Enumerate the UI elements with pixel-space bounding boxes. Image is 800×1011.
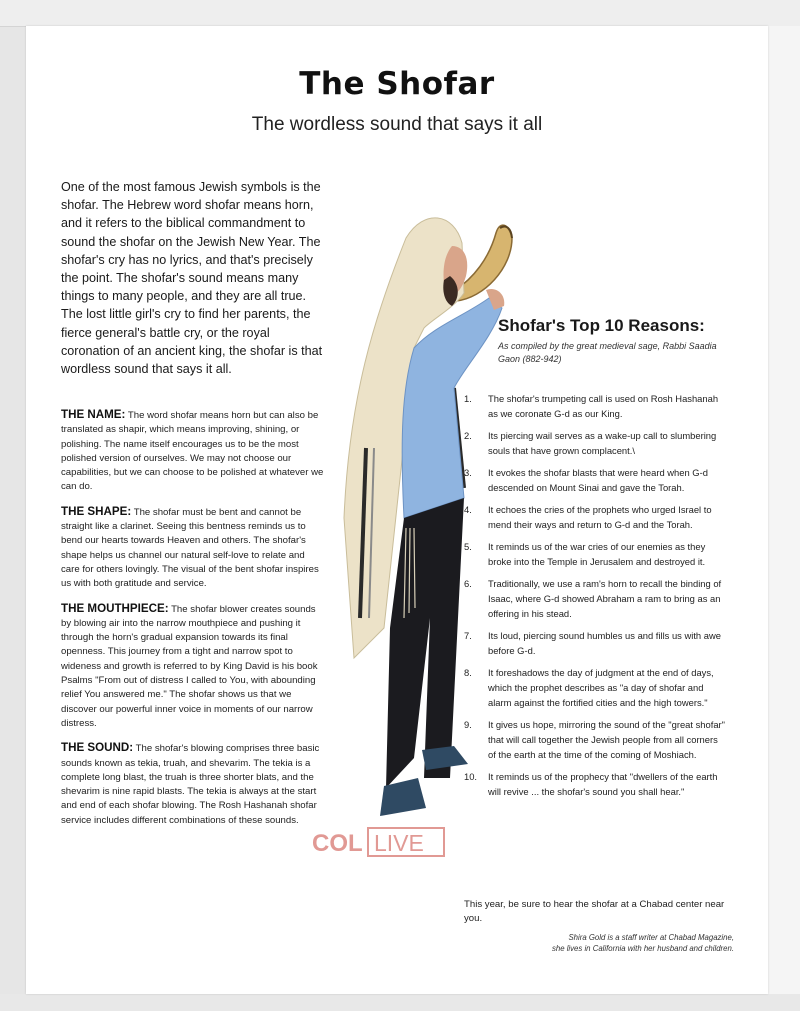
list-item [464,770,726,800]
section-name [61,408,326,495]
section-heading: THE NAME: [61,408,126,421]
item-text: It gives us hope, mirroring the sound of the "great shofar" that will call together the Jewish people from all corners of the earth at the time of the coming of Moshiach. [488,719,725,760]
sections-column [61,408,326,838]
item-text: Traditionally, we use a ram's horn to recall the binding of Isaac, where G-d showed Abraham a ram to bring as an offering in his stead. [488,578,722,620]
list-item [464,629,726,659]
page-title: The Shofar [299,66,495,102]
section-sound [61,741,326,828]
item-number: 4. [464,504,472,516]
item-number: 5. [464,541,472,553]
item-number: 8. [464,667,472,679]
viewer-right-margin [768,26,800,994]
section-heading: THE SOUND: [61,741,134,755]
collive-watermark [308,825,446,859]
item-number: 6. [464,578,472,590]
item-number: 1. [464,393,472,404]
section-shape [61,505,326,592]
item-number: 9. [464,719,472,731]
item-text: It foreshadows the day of judgment at the end of days, which the prophet describes as "a day of shofar and alarm against the fortified cities and the high towers." [488,667,714,709]
section-heading: THE MOUTHPIECE: [61,601,169,615]
list-item [464,429,726,459]
page-subtitle: The wordless sound that says it all [251,114,543,135]
section-heading: THE SHAPE: [61,504,132,518]
shoe [422,746,468,770]
item-number: 2. [464,430,472,442]
section-mouthpiece [61,602,326,732]
section-text: The shofar must be bent and cannot be straight like a clarinet. Seeing this bentness reminds us to bend our hearts towards Heaven and others. The shofar's shape helps us channel our natural self-love to relate and care for others lovingly. The visual of the bent shofar inspires us with both gratitude and service. [61,506,319,590]
credit-line: Shira Gold is a staff writer at Chabad Magazine, [568,933,734,942]
item-text: It reminds us of the prophecy that "dwellers of the earth will revive ... the shofar's sound you shall hear." [488,771,718,798]
section-text: The word shofar means horn but can also be translated as shapir, which means improving, shining, or polishing. The name itself encourages us to be the most polished version of ourselves. We may not choose our capabilities, but we can choose to be polished at whatever we can do. [61,410,324,493]
viewer-bottom-bar [0,994,800,1011]
section-text: The shofar's blowing comprises three basic sounds known as tekia, truah, and shevarim. The tekia is a complete long blast, the truah is three shorter blats, and the shevarim is nine rapid blasts. The tekia is always at the start and end of each shofar blowing. The Rosh Hashanah shofar service includes different combinations of these sounds. [61,743,320,826]
item-number: 3. [464,467,472,479]
reasons-title: Shofar's Top 10 Reasons: [498,316,705,335]
list-item [464,666,726,710]
viewer-top-bar [0,0,800,27]
item-text: The shofar's trumpeting call is used on Rosh Hashanah as we coronate G-d as our King. [488,393,719,419]
author-credit [456,932,734,954]
watermark-live: LIVE [374,830,424,856]
item-text: It echoes the cries of the prophets who urged Israel to mend their ways and return to G-d and the Torah. [488,504,712,531]
list-item [464,577,726,621]
list-item [464,466,726,496]
pants [386,498,464,788]
item-text: It reminds us of the war cries of our enemies as they broke into the Temple in Jerusalem and destroyed it. [488,541,706,568]
item-text: Its piercing wail serves as a wake-up call to slumbering souls that have grown complacent.\ [488,430,717,456]
list-item [464,503,726,533]
watermark-col: COL [312,830,363,857]
closing-note: This year, be sure to hear the shofar at a Chabad center near you. [464,899,725,924]
intro-paragraph: One of the most famous Jewish symbols is the shofar. The Hebrew word shofar means horn, and it refers to the biblical commandment to sound the shofar on the Jewish New Year. The shofar's cry has no lyrics, and that's precisely the point. The shofar's sound means many things to many people, and they are all true. The lost little girl's cry to find her parents, the fierce general's battle cry, or the royal coronation of an ancient king, the shofar is that wordless sound that says it all. [61,180,323,377]
reasons-subtitle: As compiled by the great medieval sage, Rabbi Saadia Gaon (882-942) [498,341,717,364]
section-text: The shofar blower creates sounds by blowing air into the narrow mouthpiece and pushing it through the horn's gradual expansion towards its final openness. This journey from a tight and narrow spot to wideness and growth is referred to by King David is his book Psalms "From out of distress I called to You, with abounding relief You answered me." The shofar shows us that we discover our powerful inner voice in moments of our narrow distress. [61,603,318,729]
reasons-list [464,392,726,807]
list-item [464,392,726,422]
list-item [464,718,726,762]
magazine-page [26,26,768,994]
item-text: Its loud, piercing sound humbles us and fills us with awe before G-d. [488,630,721,657]
item-text: It evokes the shofar blasts that were heard when G-d descended on Mount Sinai and gave the Torah. [488,467,708,493]
list-item [464,540,726,570]
item-number: 10. [464,771,478,783]
credit-line: she lives in California with her husband and children. [551,944,734,953]
item-number: 7. [464,630,472,642]
